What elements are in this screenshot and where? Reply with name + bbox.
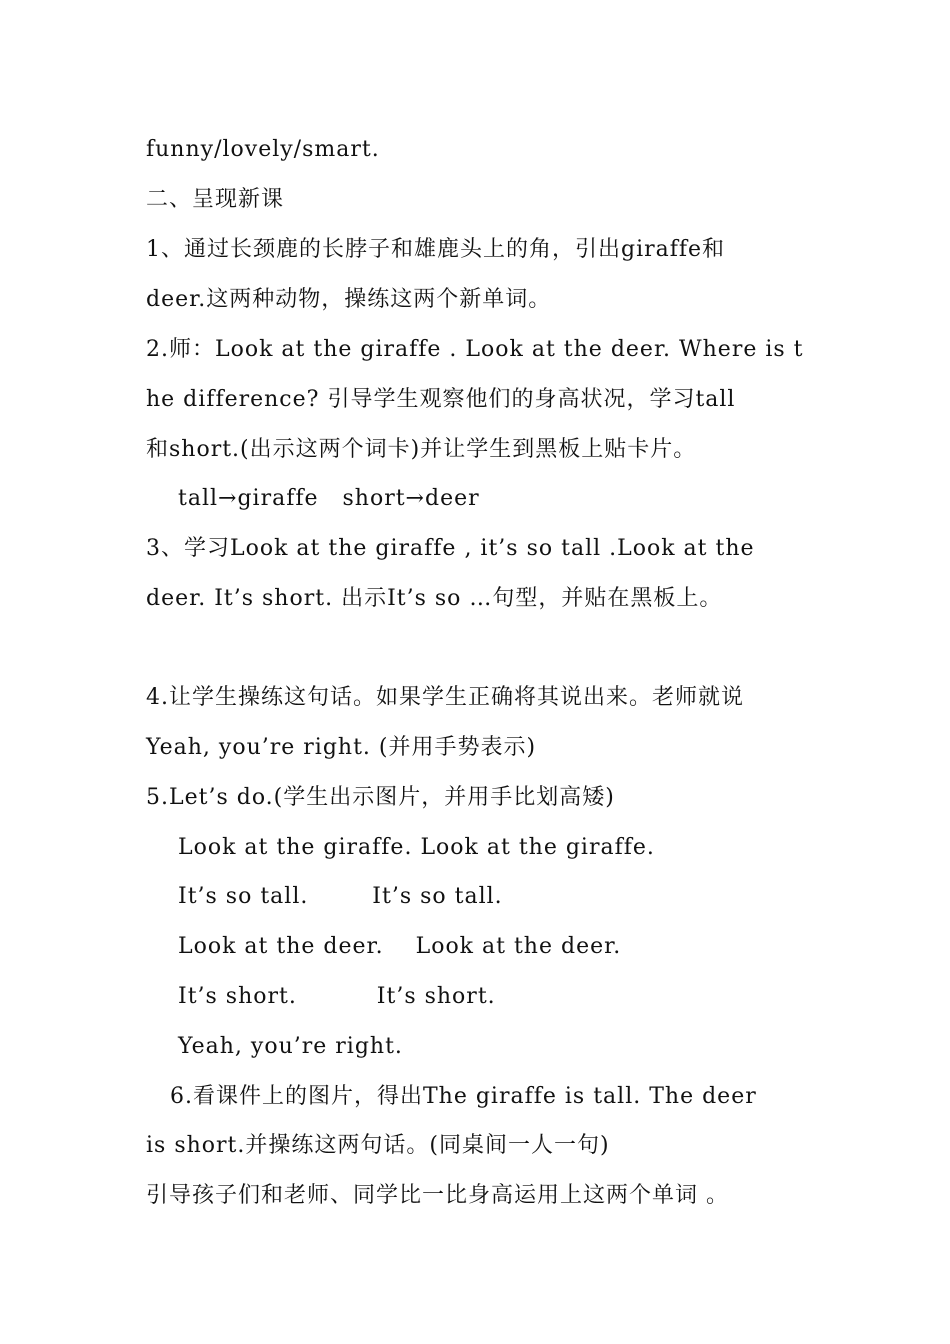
chant-line-4: It’s short. It’s short. <box>178 984 496 1009</box>
text-line-10: deer. It’s short. 出示It’s so …句型，并贴在黑板上。 <box>146 586 723 611</box>
chant-line-5: Yeah, you’re right. <box>178 1034 403 1059</box>
text-line-7: 和short.(出示这两个词卡)并让学生到黑板上贴卡片。 <box>146 437 697 462</box>
section-heading: 二、呈现新课 <box>146 187 285 212</box>
chant-line-1: Look at the giraffe. Look at the giraffe. <box>178 835 655 860</box>
text-line-6: he difference? 引导学生观察他们的身高状况，学习tall <box>146 387 736 412</box>
word-card-line: tall→giraffe short→deer <box>178 486 480 511</box>
text-line-20: is short.并操练这两句话。(同桌间一人一句) <box>146 1133 610 1158</box>
text-line-11: 4.让学生操练这句话。如果学生正确将其说出来。老师就说 <box>146 685 744 710</box>
text-line-1: funny/lovely/smart. <box>146 137 380 162</box>
chant-line-3: Look at the deer. Look at the deer. <box>178 934 622 959</box>
text-line-9: 3、学习Look at the giraffe , it’s so tall .Look at the <box>146 536 755 561</box>
text-line-12: Yeah, you’re right. (并用手势表示) <box>146 735 537 760</box>
chant-line-2: It’s so tall. It’s so tall. <box>178 884 503 909</box>
text-line-13: 5.Let’s do.(学生出示图片，并用手比划高矮) <box>146 785 615 810</box>
text-line-5: 2.师：Look at the giraffe . Look at the deer. Where is t <box>146 337 804 362</box>
text-line-4: deer.这两种动物，操练这两个新单词。 <box>146 287 552 312</box>
text-line-3: 1、通过长颈鹿的长脖子和雄鹿头上的角，引出giraffe和 <box>146 237 726 262</box>
text-line-19: 6.看课件上的图片，得出The giraffe is tall. The deer <box>170 1084 757 1109</box>
text-line-21: 引导孩子们和老师、同学比一比身高运用上这两个单词 。 <box>146 1183 729 1208</box>
